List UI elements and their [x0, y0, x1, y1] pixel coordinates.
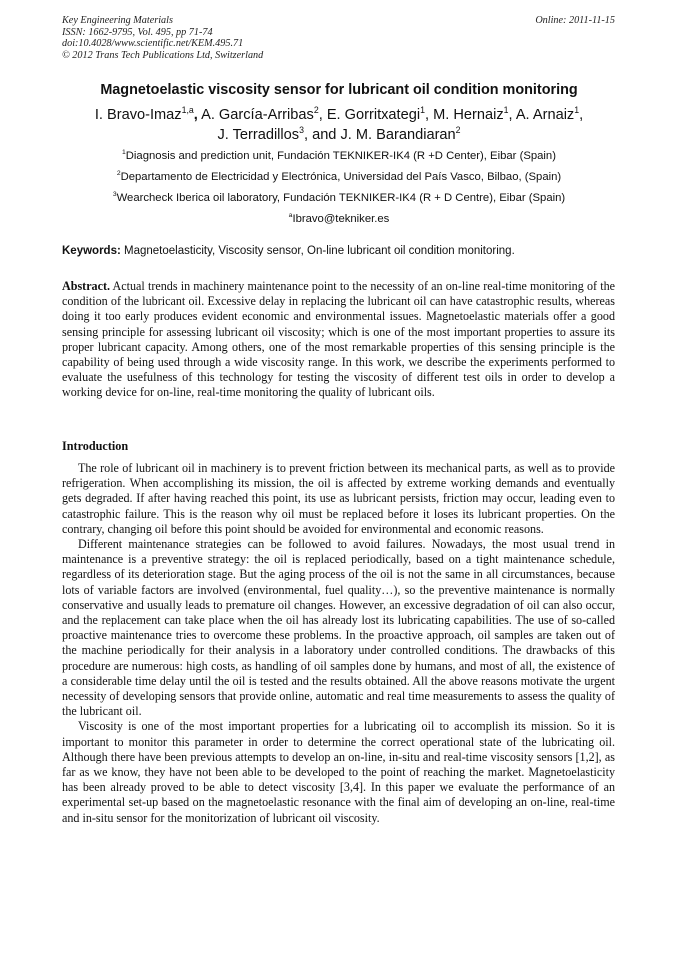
affiliation-3	[40, 192, 638, 204]
keywords-line	[62, 245, 615, 257]
author-name: E. Gorritxategi	[326, 107, 421, 123]
abstract-section	[62, 279, 615, 401]
author-affiliation-mark: 1,a	[181, 105, 194, 116]
author-affiliation-mark: 1	[503, 105, 509, 116]
author-affiliation-mark: 2	[455, 125, 461, 136]
affiliation-mark: 1	[122, 149, 126, 157]
abstract-paragraph	[62, 279, 615, 401]
affiliation-text: Departamento de Electricidad y Electrónica, Universidad del País Vasco, Bilbao, (Spain)	[120, 171, 562, 183]
author-name: A. García-Arribas	[201, 107, 314, 123]
affiliation-text: Diagnosis and prediction unit, Fundación TEKNIKER-IK4 (R +D Center), Eibar (Spain)	[125, 150, 556, 162]
online-date: Online: 2011-11-15	[535, 15, 615, 26]
author-name: I. Bravo-Imaz	[94, 107, 182, 123]
email-text[interactable]: Ibravo@tekniker.es	[292, 213, 390, 225]
author-affiliation-mark: 3	[299, 125, 304, 136]
author-list: I. Bravo-Imaz$^{1,a}$, A. García-Arribas$^2$, E. Gorritxategi$^1$, M. Hernaiz$^1$, A. Arnaiz$^1$, J. Terradillos$^3$, and J. M. Barandiaran$^2$	[94, 105, 584, 143]
corresponding-email	[40, 213, 638, 225]
introduction-heading: Introduction	[62, 439, 129, 453]
author-name: A. Arnaiz	[515, 107, 575, 123]
affiliation-mark: 3	[112, 191, 117, 199]
author-affiliation-mark: 1	[574, 105, 580, 116]
intro-paragraph-1: The role of lubricant oil in machinery is to prevent friction between its mechanical parts, as well as to provide refrigeration. When accomplishing its mission, the oil is affected by extreme working demands and eventually gets degraded. If after having reached this point, its use as lubricant persists, friction may occur, leading even to catastrophic failure. This is the reason why oil must be replaced before it loses its lubricant properties. On the contrary, changing oil before this point should be avoided for environmental and economic reasons.	[62, 461, 615, 536]
author-name: J. Terradillos	[217, 127, 300, 143]
issn-line: ISSN: 1662-9795, Vol. 495, pp 71-74	[62, 26, 213, 38]
abstract-text: Actual trends in machinery maintenance point to the necessity of an on-line real-time monitoring of the condition of the lubricant oil. Excessive delay in replacing the lubricant oil can have catastrophic results, whereas doing it too early produces evident economic and environmental issues. Magnetoelastic materials offer a good sensing principle for assessing lubricant oil viscosity; which is one of the most important properties to assure its proper lubricant capacity. Among others, one of the most remarkable properties of this sensing principle is the capability of being used through a wide viscosity range. In this work, we describe the experiments performed to evaluate the usefulness of this technology for testing the viscosity of different test oils in order to develop a working device for on-line, real-time monitoring the quality of lubricant oils.	[62, 279, 615, 400]
affiliation-mark: 2	[116, 170, 121, 178]
affiliation-mark: a	[288, 212, 293, 220]
author-affiliation-mark: 2	[313, 105, 319, 116]
abstract-label: Abstract.	[62, 279, 111, 293]
intro-paragraph-3: Viscosity is one of the most important properties for a lubricating oil to accomplish its mission. So it is important to monitor this parameter in order to determine the correct operational state of the lubricating oil. Although there have been previous attempts to develop an on-line, in-situ and real-time viscosity sensors [1,2], as far as we know, they have not been able to be developed to the point of reaching the market. Magnetoelasticity has been already proved to be able to detect viscosity [3,4]. In this paper we evaluate the performance of an experimental set-up based on the magnetoelastic resonance with the final aim of developing an on-line, real-time and in-situ sensor for the monitorization of lubricant oil viscosity.	[62, 719, 615, 825]
author-name: M. Hernaiz	[433, 107, 504, 123]
affiliation-text: Wearcheck Iberica oil laboratory, Fundación TEKNIKER-IK4 (R + D Centre), Eibar (Spain)	[116, 192, 566, 204]
keywords-label: Keywords:	[62, 245, 121, 257]
journal-name: Key Engineering Materials	[62, 15, 173, 26]
affiliation-2	[40, 171, 638, 183]
keywords-text: Magnetoelasticity, Viscosity sensor, On-line lubricant oil condition monitoring.	[124, 245, 515, 257]
author-name: and J. M. Barandiaran	[312, 127, 456, 143]
author-affiliation-mark: 1	[420, 105, 425, 116]
copyright-line: © 2012 Trans Tech Publications Ltd, Switzerland	[62, 49, 264, 61]
introduction-section	[62, 461, 615, 826]
journal-header	[62, 15, 615, 61]
doi-line: doi:10.4028/www.scientific.net/KEM.495.71	[62, 38, 244, 50]
intro-paragraph-2: Different maintenance strategies can be followed to avoid failures. Nowadays, the most usual trend in maintenance is a preventive strategy: the oil is replaced periodically, based on a tight maintenance schedule, regardless of its deterioration stage. But the aging process of the oil is not the same in all circumstances, because lots of variable factors are involved (environmental, fuel quality…), so the preventive maintenance is normally conservative and usually leads to premature oil changes. However, an excessive degradation of oil can also occur, and the replacement can take place when the oil has already lost its lubricating capabilities. The use of so-called proactive maintenance tries to overcome these problems. In the proactive approach, oil samples are taken out of the machine periodically for their analysis in a laboratory under controlled conditions. The drawbacks of this procedure are numerous: high costs, as handling of oil samples done by humans, and most of all, the existence of a considerable time delay until the oil is tested and the results obtained. All the above reasons motivate the urgent necessity of developing sensors that provide online, automatic and real time measurements to assess the quality of the lubricant oil.	[62, 537, 615, 719]
paper-title: Magnetoelastic viscosity sensor for lubricant oil condition monitoring	[100, 82, 578, 98]
affiliation-1	[40, 150, 638, 162]
